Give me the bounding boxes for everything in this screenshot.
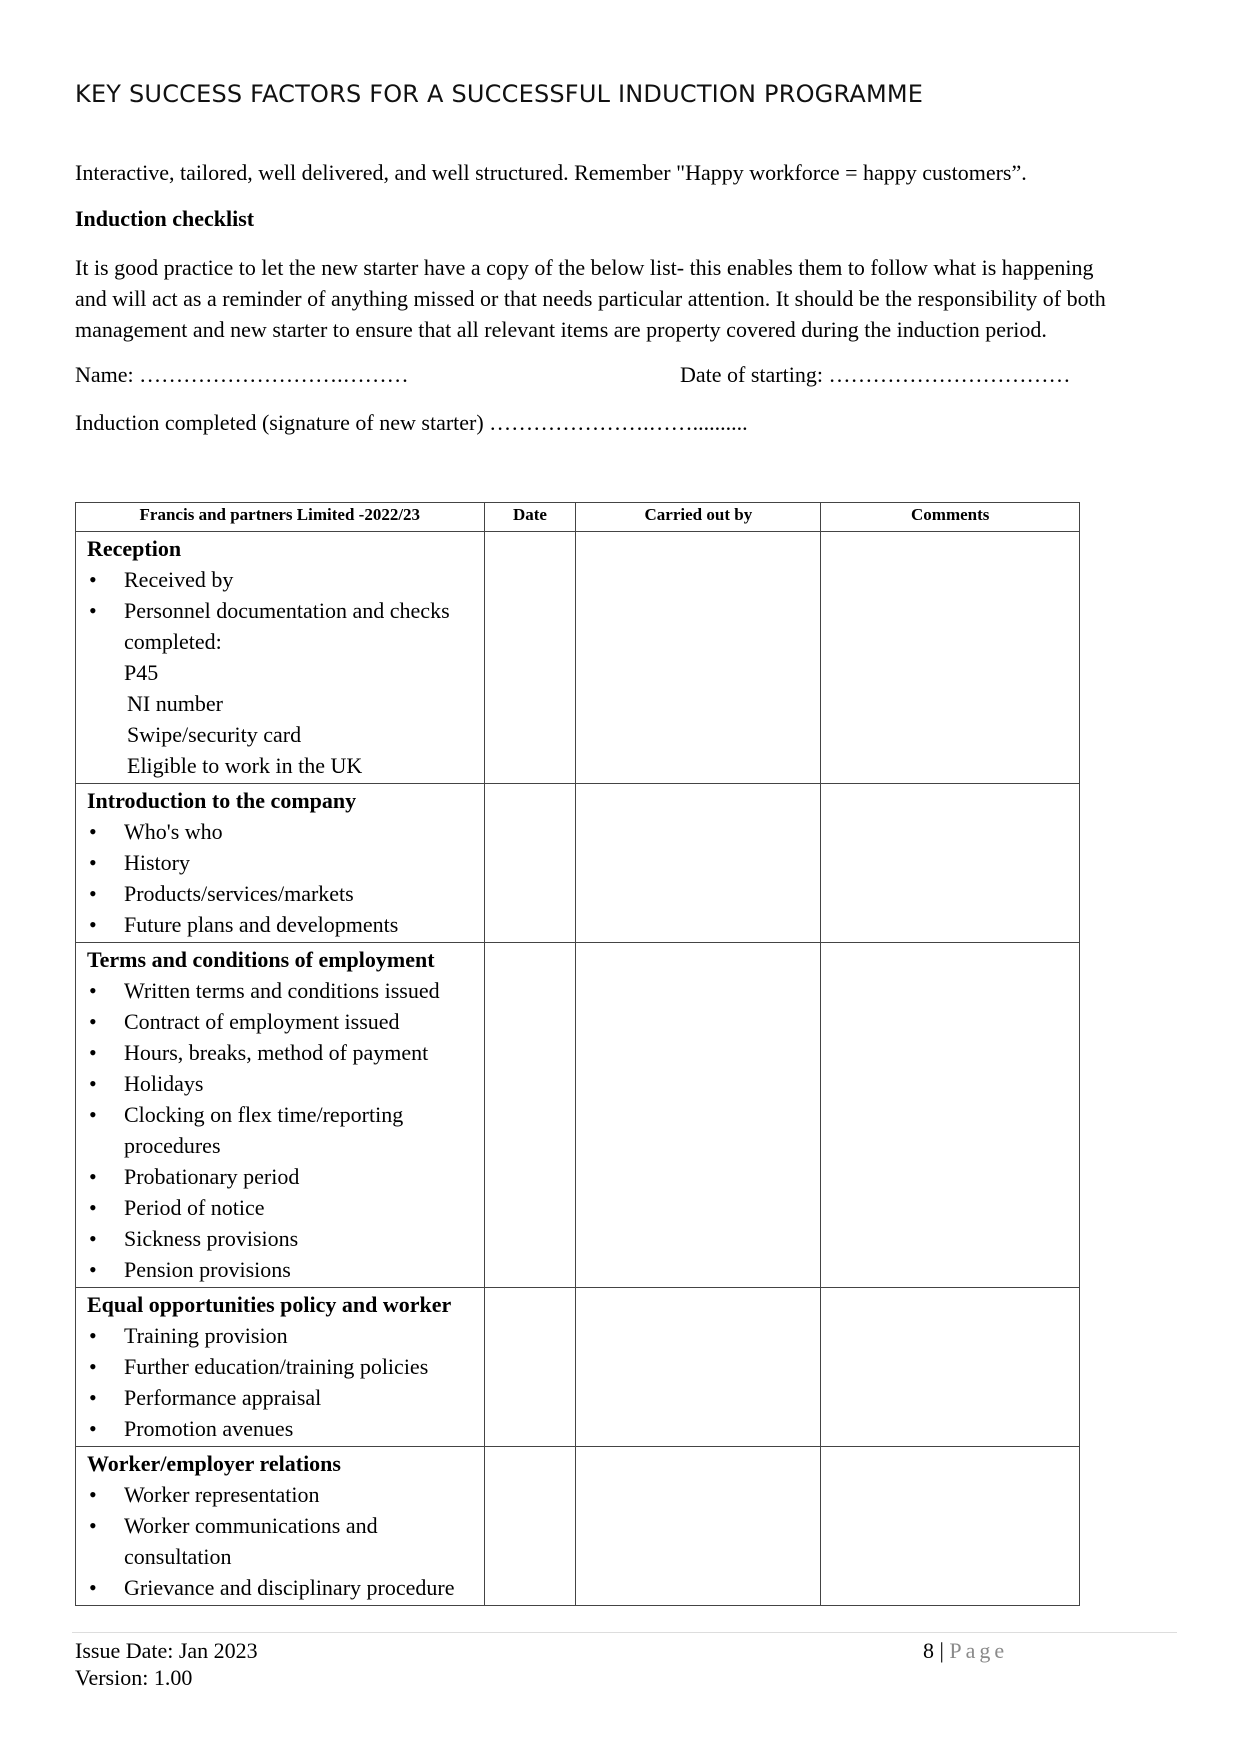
table-row <box>76 943 1080 1288</box>
table-row <box>76 1447 1080 1606</box>
section-terms-and-conditions <box>76 943 485 1288</box>
carried-out-by-cell[interactable] <box>576 784 821 943</box>
induction-signature-line: Induction completed (signature of new starter) ………………….…….......... <box>75 410 748 435</box>
comments-cell[interactable] <box>821 532 1080 784</box>
comments-cell[interactable] <box>821 784 1080 943</box>
list-item: • Holidays <box>87 1068 480 1099</box>
header-carried-out-by: Carried out by <box>576 503 821 532</box>
list-item: • Further education/training policies <box>87 1351 480 1382</box>
list-item: • Training provision <box>87 1320 480 1351</box>
list-item: • History <box>87 847 480 878</box>
section-title: Worker/employer relations <box>87 1451 341 1476</box>
list-item: • Personnel documentation and checks completed: <box>87 595 480 657</box>
list-item: • Performance appraisal <box>87 1382 480 1413</box>
paragraph-line: It is good practice to let the new starter have a copy of the below list- this enables them to follow what is happening <box>75 255 1094 280</box>
induction-checklist-table <box>75 502 1080 1606</box>
date-cell[interactable] <box>484 1288 576 1447</box>
name-field-line: Name: ……………………….……… <box>75 362 409 387</box>
page-word: Page <box>949 1638 1009 1663</box>
date-cell[interactable] <box>484 1447 576 1606</box>
list-item: • Grievance and disciplinary procedure <box>87 1572 480 1603</box>
carried-out-by-cell[interactable] <box>576 532 821 784</box>
paragraph-line: and will act as a reminder of anything missed or that needs particular attention. It should be the responsibility of both <box>75 286 1106 311</box>
list-item: • Hours, breaks, method of payment <box>87 1037 480 1068</box>
comments-cell[interactable] <box>821 1447 1080 1606</box>
page-separator: | <box>934 1638 950 1663</box>
comments-cell[interactable] <box>821 1288 1080 1447</box>
bullet-list <box>87 1479 480 1603</box>
date-cell[interactable] <box>484 943 576 1288</box>
list-item: • Contract of employment issued <box>87 1006 480 1037</box>
carried-out-by-cell[interactable] <box>576 1447 821 1606</box>
list-item: • Worker communications and consultation <box>87 1510 480 1572</box>
section-reception <box>76 532 485 784</box>
section-title: Introduction to the company <box>87 788 357 813</box>
header-comments: Comments <box>821 503 1080 532</box>
section-title: Equal opportunities policy and worker <box>87 1292 452 1317</box>
list-item: • Written terms and conditions issued <box>87 975 480 1006</box>
section-equal-opportunities <box>76 1288 485 1447</box>
footer-issue-date: Issue Date: Jan 2023 <box>75 1638 258 1663</box>
list-item: • Worker representation <box>87 1479 480 1510</box>
page-heading: KEY SUCCESS FACTORS FOR A SUCCESSFUL INDUCTION PROGRAMME <box>75 80 924 108</box>
sub-item: Eligible to work in the UK <box>127 753 363 778</box>
list-item: • Products/services/markets <box>87 878 480 909</box>
guidance-paragraph <box>75 252 1175 345</box>
list-item: • Pension provisions <box>87 1254 480 1285</box>
sub-item: NI number <box>127 691 223 716</box>
sub-item: P45 <box>124 660 159 685</box>
footer-divider <box>72 1632 1177 1633</box>
section-introduction <box>76 784 485 943</box>
table-row <box>76 532 1080 784</box>
list-item: • Sickness provisions <box>87 1223 480 1254</box>
section-title: Reception <box>87 536 182 561</box>
bullet-list <box>87 1320 480 1444</box>
carried-out-by-cell[interactable] <box>576 943 821 1288</box>
bullet-list <box>87 975 480 1285</box>
list-item: • Received by <box>87 564 480 595</box>
intro-text: Interactive, tailored, well delivered, and well structured. Remember "Happy workforce = happy customers”. <box>75 160 1027 185</box>
table-row <box>76 784 1080 943</box>
list-item: • Clocking on flex time/reporting procedures <box>87 1099 480 1161</box>
sub-item: Swipe/security card <box>127 722 302 747</box>
footer-version: Version: 1.00 <box>75 1665 193 1690</box>
date-of-starting-field-line: Date of starting: …………………………… <box>680 362 1071 387</box>
list-item: • Who's who <box>87 816 480 847</box>
section-worker-employer-relations <box>76 1447 485 1606</box>
carried-out-by-cell[interactable] <box>576 1288 821 1447</box>
date-cell[interactable] <box>484 532 576 784</box>
header-date: Date <box>484 503 576 532</box>
list-item: • Promotion avenues <box>87 1413 480 1444</box>
paragraph-line: management and new starter to ensure that all relevant items are property covered during the induction period. <box>75 317 1047 342</box>
section-title: Terms and conditions of employment <box>87 947 435 972</box>
list-item: • Future plans and developments <box>87 909 480 940</box>
header-company: Francis and partners Limited -2022/23 <box>76 503 485 532</box>
date-cell[interactable] <box>484 784 576 943</box>
table-row <box>76 1288 1080 1447</box>
footer-page-number <box>923 1638 1008 1664</box>
section-subheading: Induction checklist <box>75 206 255 231</box>
page-number-value: 8 <box>923 1638 934 1663</box>
table-header-row <box>76 503 1080 532</box>
bullet-list <box>87 564 480 657</box>
comments-cell[interactable] <box>821 943 1080 1288</box>
list-item: • Period of notice <box>87 1192 480 1223</box>
bullet-list <box>87 816 480 940</box>
list-item: • Probationary period <box>87 1161 480 1192</box>
